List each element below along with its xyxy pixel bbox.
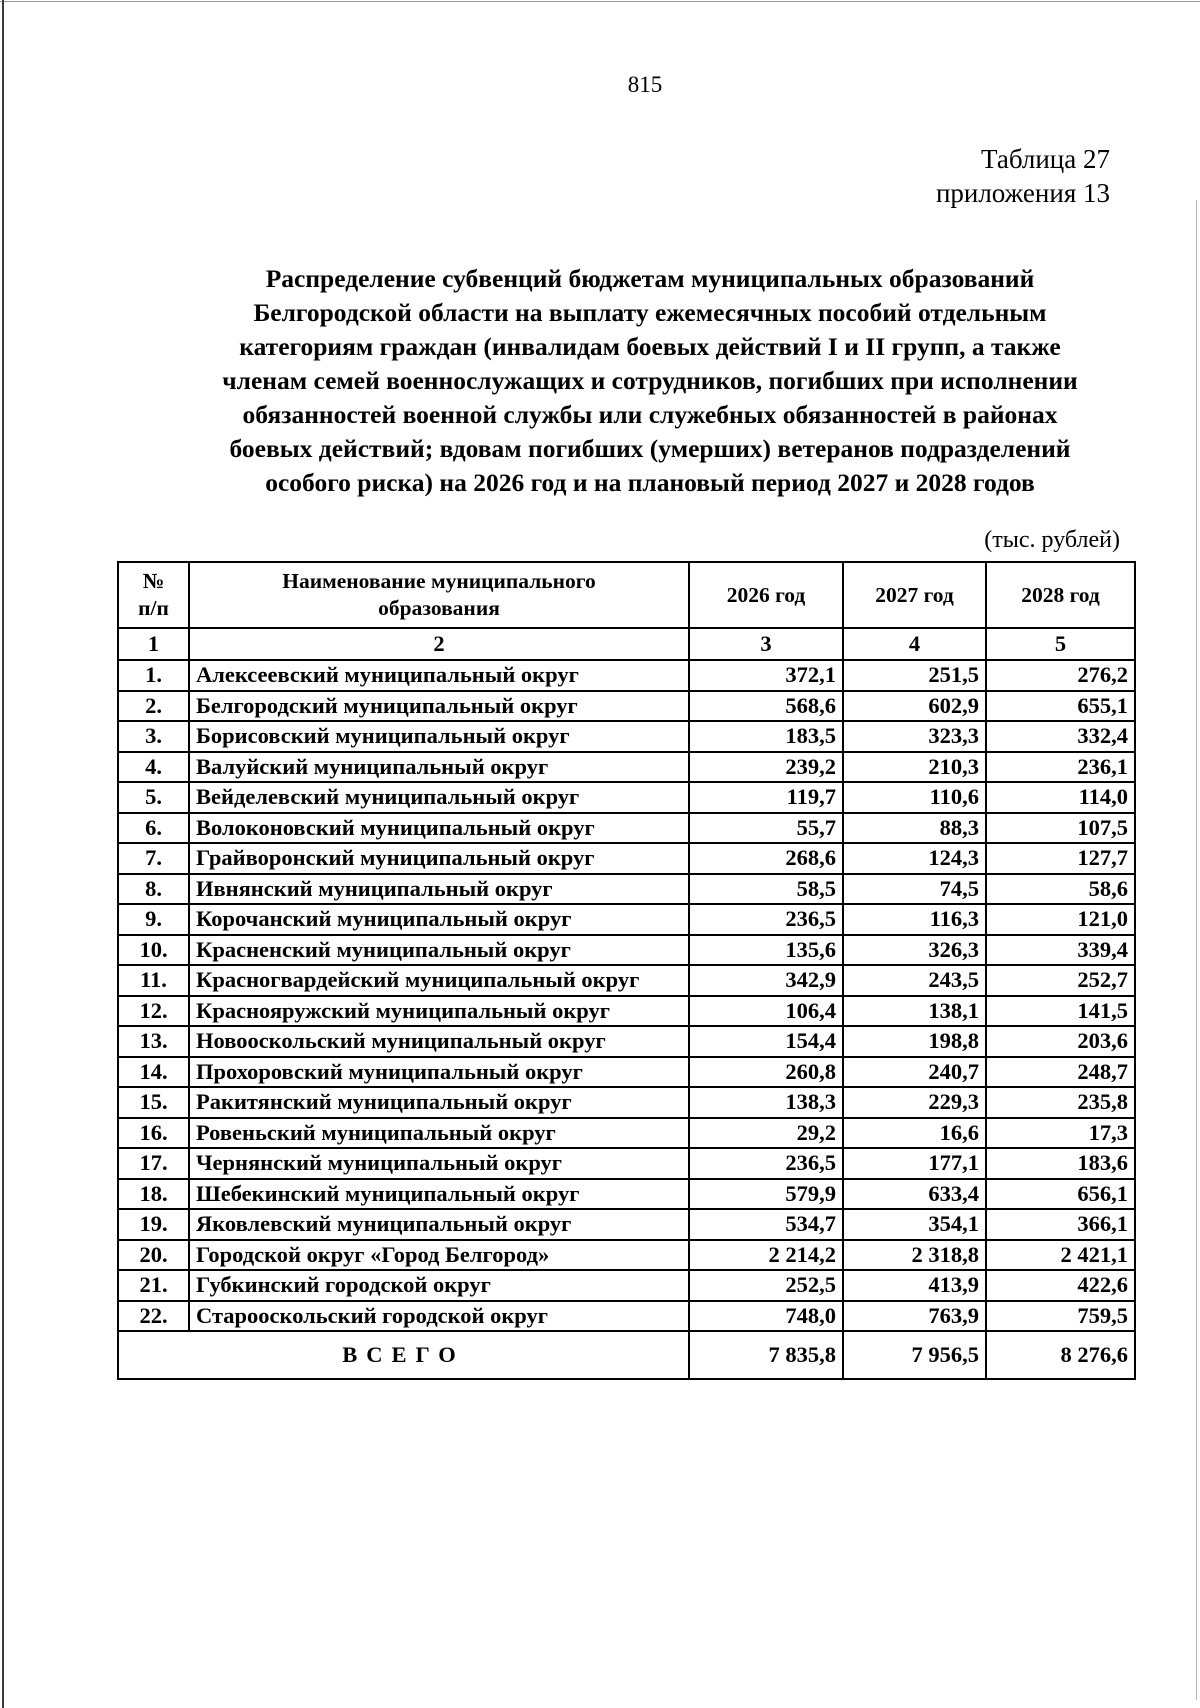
value-2028: 332,4 xyxy=(986,721,1135,752)
units-label: (тыс. рублей) xyxy=(984,527,1120,553)
value-2027: 240,7 xyxy=(843,1057,986,1088)
municipality-name: Волоконовский муниципальный округ xyxy=(189,813,689,844)
row-number: 21. xyxy=(118,1270,189,1301)
title-line: категориям граждан (инвалидам боевых действий I и II групп, а также xyxy=(239,332,1061,361)
value-2028: 422,6 xyxy=(986,1270,1135,1301)
value-2028: 121,0 xyxy=(986,904,1135,935)
row-number: 6. xyxy=(118,813,189,844)
value-2027: 323,3 xyxy=(843,721,986,752)
value-2027: 124,3 xyxy=(843,843,986,874)
value-2027: 251,5 xyxy=(843,660,986,691)
value-2028: 203,6 xyxy=(986,1026,1135,1057)
municipality-name: Борисовский муниципальный округ xyxy=(189,721,689,752)
table-row xyxy=(118,874,1135,905)
value-2027: 354,1 xyxy=(843,1209,986,1240)
page-number: 815 xyxy=(627,72,663,97)
value-2027: 110,6 xyxy=(843,782,986,813)
table-row xyxy=(118,1179,1135,1210)
value-2028: 183,6 xyxy=(986,1148,1135,1179)
value-2026: 579,9 xyxy=(689,1179,843,1210)
row-number: 11. xyxy=(118,965,189,996)
row-number: 19. xyxy=(118,1209,189,1240)
value-2028: 141,5 xyxy=(986,996,1135,1027)
row-number: 9. xyxy=(118,904,189,935)
value-2027: 177,1 xyxy=(843,1148,986,1179)
header-number-line1: № xyxy=(142,569,165,593)
value-2027: 210,3 xyxy=(843,752,986,783)
header-name xyxy=(189,562,689,628)
row-number: 14. xyxy=(118,1057,189,1088)
value-2028: 17,3 xyxy=(986,1118,1135,1149)
table-row xyxy=(118,782,1135,813)
value-2028: 252,7 xyxy=(986,965,1135,996)
value-2026: 58,5 xyxy=(689,874,843,905)
value-2027: 633,4 xyxy=(843,1179,986,1210)
value-2026: 252,5 xyxy=(689,1270,843,1301)
municipality-name: Яковлевский муниципальный округ xyxy=(189,1209,689,1240)
value-2026: 138,3 xyxy=(689,1087,843,1118)
value-2026: 135,6 xyxy=(689,935,843,966)
value-2027: 602,9 xyxy=(843,691,986,722)
value-2026: 154,4 xyxy=(689,1026,843,1057)
table-row xyxy=(118,965,1135,996)
value-2027: 74,5 xyxy=(843,874,986,905)
header-2027: 2027 год xyxy=(843,562,986,628)
value-2028: 759,5 xyxy=(986,1301,1135,1332)
value-2026: 236,5 xyxy=(689,1148,843,1179)
value-2027: 326,3 xyxy=(843,935,986,966)
value-2026: 29,2 xyxy=(689,1118,843,1149)
header-number-line2: п/п xyxy=(138,596,169,620)
column-number: 2 xyxy=(189,628,689,660)
total-label: ВСЕГО xyxy=(118,1331,689,1379)
scan-edge-top xyxy=(0,1,1200,2)
value-2028: 235,8 xyxy=(986,1087,1135,1118)
value-2027: 243,5 xyxy=(843,965,986,996)
value-2026: 2 214,2 xyxy=(689,1240,843,1271)
header-name-line1: Наименование муниципального xyxy=(282,569,596,593)
subvention-table xyxy=(117,561,1136,1380)
header-number xyxy=(118,562,189,628)
row-number: 8. xyxy=(118,874,189,905)
table-row xyxy=(118,1209,1135,1240)
table-row xyxy=(118,843,1135,874)
value-2028: 339,4 xyxy=(986,935,1135,966)
value-2028: 107,5 xyxy=(986,813,1135,844)
row-number: 15. xyxy=(118,1087,189,1118)
value-2027: 198,8 xyxy=(843,1026,986,1057)
value-2026: 748,0 xyxy=(689,1301,843,1332)
value-2027: 88,3 xyxy=(843,813,986,844)
value-2027: 413,9 xyxy=(843,1270,986,1301)
table-row xyxy=(118,813,1135,844)
header-2028: 2028 год xyxy=(986,562,1135,628)
title-line: особого риска) на 2026 год и на плановый период 2027 и 2028 годов xyxy=(265,468,1035,497)
municipality-name: Валуйский муниципальный округ xyxy=(189,752,689,783)
value-2027: 229,3 xyxy=(843,1087,986,1118)
table-row xyxy=(118,1240,1135,1271)
header-2026: 2026 год xyxy=(689,562,843,628)
table-row xyxy=(118,904,1135,935)
table-row xyxy=(118,752,1135,783)
value-2026: 372,1 xyxy=(689,660,843,691)
column-number: 1 xyxy=(118,628,189,660)
header-name-line2: образования xyxy=(378,596,500,620)
table-reference-line: приложения 13 xyxy=(935,178,1110,208)
row-number: 3. xyxy=(118,721,189,752)
value-2028: 114,0 xyxy=(986,782,1135,813)
scan-edge-right xyxy=(1196,200,1197,1700)
column-number: 3 xyxy=(689,628,843,660)
table-row xyxy=(118,1118,1135,1149)
header-row xyxy=(118,562,1135,628)
municipality-name: Новооскольский муниципальный округ xyxy=(189,1026,689,1057)
title-line: Белгородской области на выплату ежемесячных пособий отдельным xyxy=(253,298,1047,327)
total-2028: 8 276,6 xyxy=(986,1331,1135,1379)
value-2027: 763,9 xyxy=(843,1301,986,1332)
value-2027: 116,3 xyxy=(843,904,986,935)
title-line: членам семей военнослужащих и сотрудников, погибших при исполнении xyxy=(222,366,1078,395)
column-number: 5 xyxy=(986,628,1135,660)
municipality-name: Ивнянский муниципальный округ xyxy=(189,874,689,905)
value-2026: 568,6 xyxy=(689,691,843,722)
value-2026: 236,5 xyxy=(689,904,843,935)
value-2026: 239,2 xyxy=(689,752,843,783)
table-row xyxy=(118,691,1135,722)
value-2028: 58,6 xyxy=(986,874,1135,905)
row-number: 12. xyxy=(118,996,189,1027)
table-row xyxy=(118,935,1135,966)
municipality-name: Шебекинский муниципальный округ xyxy=(189,1179,689,1210)
table-row xyxy=(118,721,1135,752)
municipality-name: Чернянский муниципальный округ xyxy=(189,1148,689,1179)
scan-edge-left xyxy=(2,0,4,1708)
document-title xyxy=(150,262,1150,500)
table-row xyxy=(118,1301,1135,1332)
value-2026: 55,7 xyxy=(689,813,843,844)
table-row xyxy=(118,1087,1135,1118)
municipality-name: Городской округ «Город Белгород» xyxy=(189,1240,689,1271)
value-2028: 2 421,1 xyxy=(986,1240,1135,1271)
municipality-name: Грайворонский муниципальный округ xyxy=(189,843,689,874)
municipality-name: Прохоровский муниципальный округ xyxy=(189,1057,689,1088)
municipality-name: Вейделевский муниципальный округ xyxy=(189,782,689,813)
value-2027: 138,1 xyxy=(843,996,986,1027)
table-reference xyxy=(936,142,1110,210)
row-number: 2. xyxy=(118,691,189,722)
row-number: 10. xyxy=(118,935,189,966)
municipality-name: Алексеевский муниципальный округ xyxy=(189,660,689,691)
value-2028: 127,7 xyxy=(986,843,1135,874)
value-2026: 534,7 xyxy=(689,1209,843,1240)
municipality-name: Ровеньский муниципальный округ xyxy=(189,1118,689,1149)
municipality-name: Красненский муниципальный округ xyxy=(189,935,689,966)
row-number: 5. xyxy=(118,782,189,813)
table-row xyxy=(118,1026,1135,1057)
municipality-name: Корочанский муниципальный округ xyxy=(189,904,689,935)
value-2028: 248,7 xyxy=(986,1057,1135,1088)
value-2028: 366,1 xyxy=(986,1209,1135,1240)
row-number: 16. xyxy=(118,1118,189,1149)
row-number: 22. xyxy=(118,1301,189,1332)
table-row xyxy=(118,996,1135,1027)
value-2027: 16,6 xyxy=(843,1118,986,1149)
row-number: 7. xyxy=(118,843,189,874)
municipality-name: Белгородский муниципальный округ xyxy=(189,691,689,722)
municipality-name: Ракитянский муниципальный округ xyxy=(189,1087,689,1118)
row-number: 13. xyxy=(118,1026,189,1057)
row-number: 1. xyxy=(118,660,189,691)
value-2026: 106,4 xyxy=(689,996,843,1027)
table-row xyxy=(118,1270,1135,1301)
row-number: 17. xyxy=(118,1148,189,1179)
value-2026: 183,5 xyxy=(689,721,843,752)
value-2026: 268,6 xyxy=(689,843,843,874)
value-2026: 119,7 xyxy=(689,782,843,813)
municipality-name: Краснояружский муниципальный округ xyxy=(189,996,689,1027)
row-number: 20. xyxy=(118,1240,189,1271)
value-2026: 342,9 xyxy=(689,965,843,996)
value-2028: 656,1 xyxy=(986,1179,1135,1210)
value-2028: 276,2 xyxy=(986,660,1135,691)
value-2026: 260,8 xyxy=(689,1057,843,1088)
value-2027: 2 318,8 xyxy=(843,1240,986,1271)
title-line: боевых действий; вдовам погибших (умерших) ветеранов подразделений xyxy=(229,434,1071,463)
value-2028: 655,1 xyxy=(986,691,1135,722)
municipality-name: Старооскольский городской округ xyxy=(189,1301,689,1332)
title-line: обязанностей военной службы или служебных обязанностей в районах xyxy=(242,400,1058,429)
table-reference-line: Таблица 27 xyxy=(981,144,1110,174)
municipality-name: Губкинский городской округ xyxy=(189,1270,689,1301)
total-row xyxy=(118,1331,1135,1379)
table-row xyxy=(118,1148,1135,1179)
row-number: 18. xyxy=(118,1179,189,1210)
title-line: Распределение субвенций бюджетам муниципальных образований xyxy=(265,264,1035,293)
total-2026: 7 835,8 xyxy=(689,1331,843,1379)
value-2028: 236,1 xyxy=(986,752,1135,783)
column-number: 4 xyxy=(843,628,986,660)
total-2027: 7 956,5 xyxy=(843,1331,986,1379)
row-number: 4. xyxy=(118,752,189,783)
column-number-row xyxy=(118,628,1135,660)
municipality-name: Красногвардейский муниципальный округ xyxy=(189,965,689,996)
table-row xyxy=(118,660,1135,691)
table-row xyxy=(118,1057,1135,1088)
